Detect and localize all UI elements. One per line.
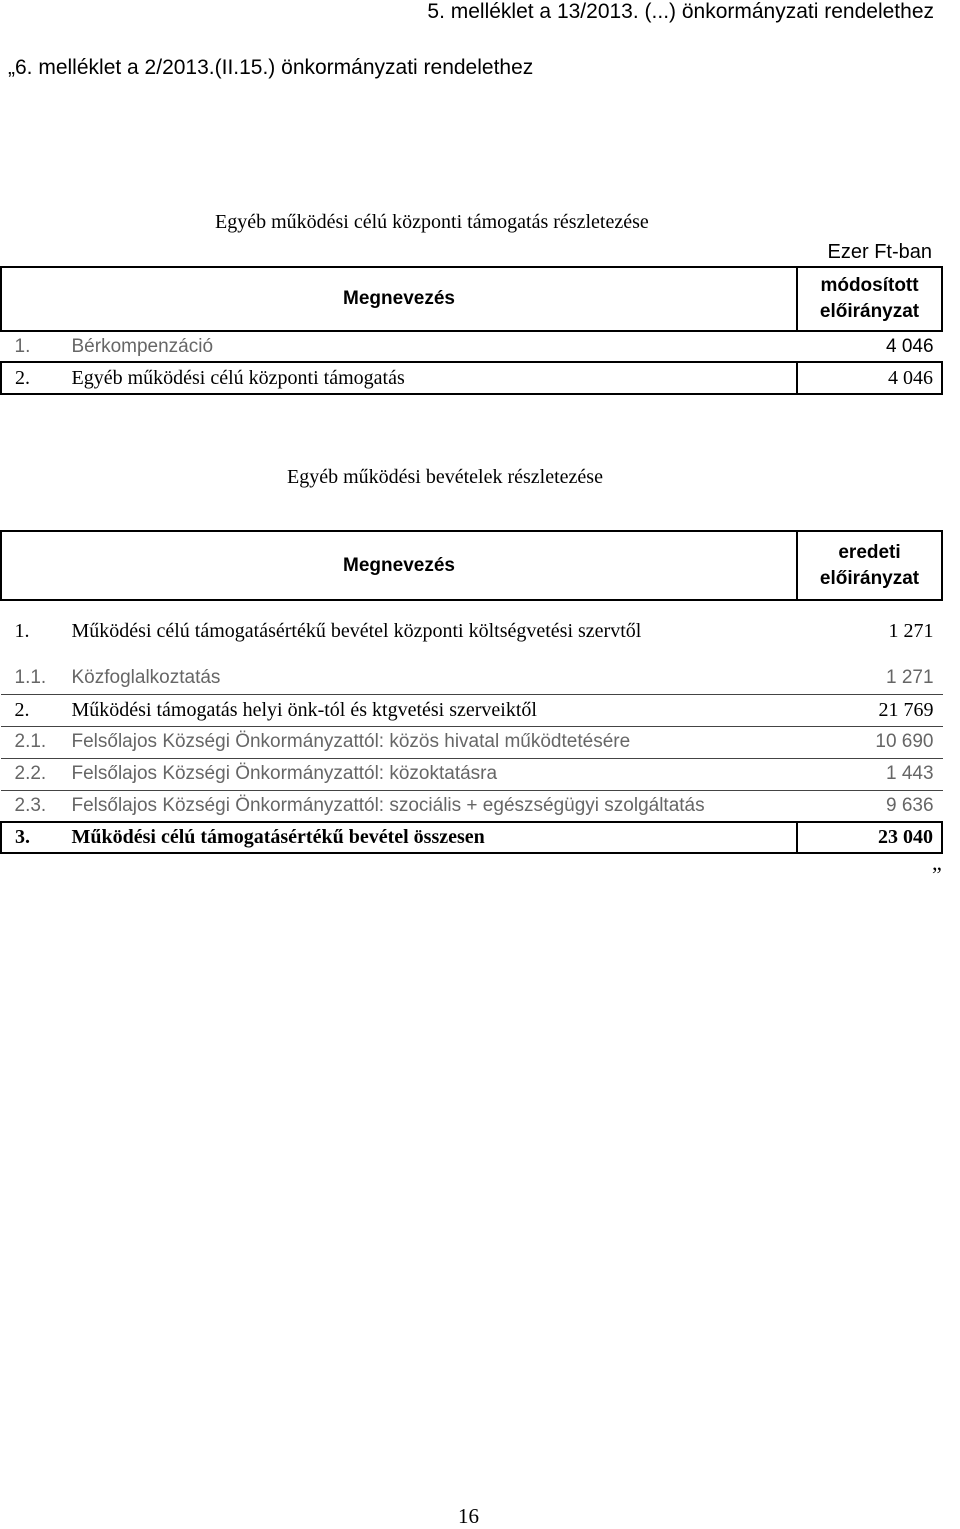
table-row [1,758,942,790]
row-label: Működési célú támogatásértékű bevétel központi költségvetési szervtől [71,619,642,642]
row-label: Felsőlajos Községi Önkormányzattól: közoktatásra [71,758,797,790]
row-number: 2. [1,694,71,726]
table-row [1,694,942,726]
row-value: 1 443 [797,758,942,790]
row-label: Felsőlajos Községi Önkormányzattól: közös hivatal működtetésére [71,726,797,758]
row-value: 10 690 [797,726,942,758]
row-label: Működési támogatás helyi önk-tól és ktgvetési szerveiktől [71,694,797,726]
row-number: 1. [14,619,30,642]
table-row [1,662,942,694]
table-row [1,790,942,822]
column-header-name: Megnevezés [1,267,797,331]
table-header-row [1,267,942,331]
table-row [1,362,942,394]
central-support-table [0,266,943,395]
row-label: Működési célú támogatásértékű bevétel összesen [71,822,797,853]
row-number: 2.2. [1,758,71,790]
total-row [1,822,942,853]
table2-title: Egyéb működési bevételek részletezése [287,466,603,488]
annex-reference-original: „6. melléklet a 2/2013.(II.15.) önkormányzati rendelethez [8,56,534,79]
row-label: Bérkompenzáció [71,335,214,357]
column-header-value: eredeti előirányzat [797,531,942,600]
row-value: 1 271 [888,619,934,642]
closing-quote-mark: ” [932,862,942,887]
row-number: 3. [1,822,71,853]
table-row [1,726,942,758]
table1-title: Egyéb működési célú központi támogatás részletezése [215,211,649,233]
row-value: 4 046 [885,335,934,357]
row-value: 9 636 [797,790,942,822]
row-number: 2.3. [1,790,71,822]
table-row [1,600,942,662]
row-number: 2.1. [1,726,71,758]
column-header-value: módosított előirányzat [797,267,942,331]
table-header-row [1,531,942,600]
row-value: 21 769 [797,694,942,726]
column-header-name: Megnevezés [1,531,797,600]
row-number: 2. [1,362,71,394]
row-number: 1. [14,335,31,357]
table-row [1,331,942,362]
row-value: 23 040 [797,822,942,853]
unit-label: Ezer Ft-ban [827,241,932,263]
row-number: 1.1. [1,662,71,694]
annex-reference-current: 5. melléklet a 13/2013. (...) önkormányzati rendelethez [427,0,934,23]
row-value: 1 271 [797,662,942,694]
row-label: Közfoglalkoztatás [71,662,797,694]
row-value: 4 046 [797,362,942,394]
page-number: 16 [458,1504,479,1528]
row-label: Egyéb működési célú központi támogatás [71,362,797,394]
other-revenue-table [0,530,943,854]
row-label: Felsőlajos Községi Önkormányzattól: szociális + egészségügyi szolgáltatás [71,790,797,822]
